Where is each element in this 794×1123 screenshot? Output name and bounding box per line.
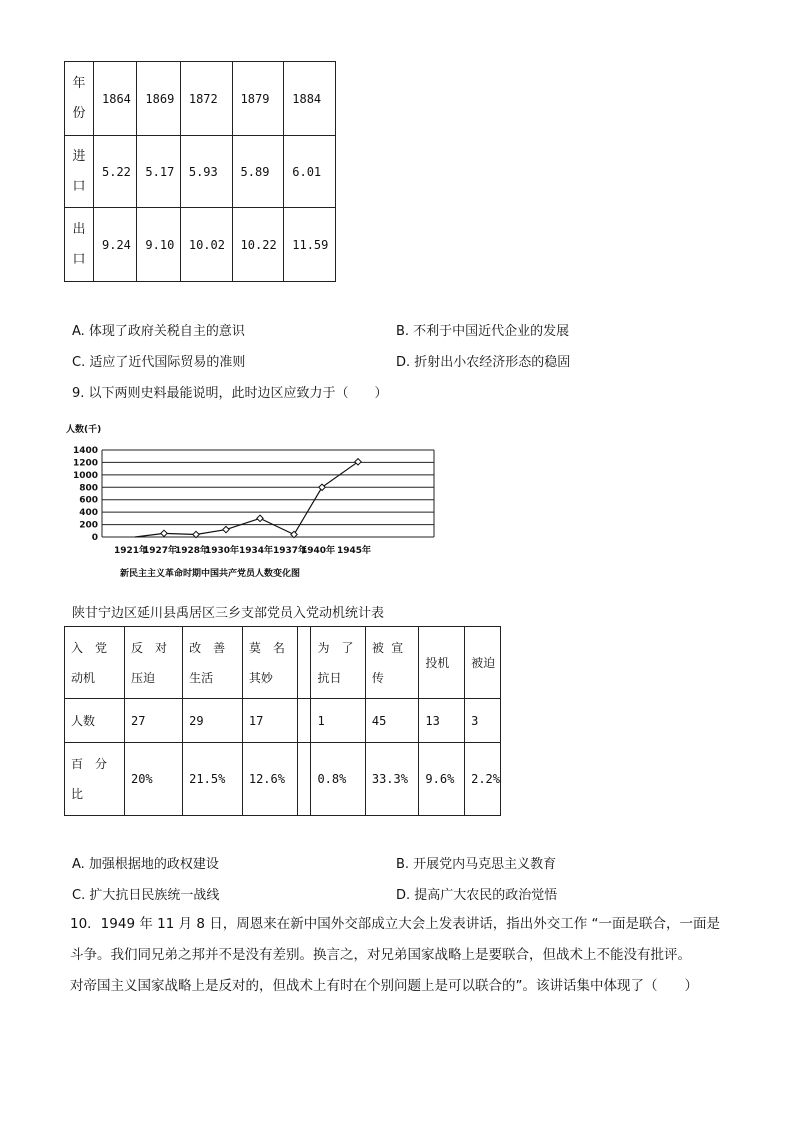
y-tick-label: 600 [79, 495, 98, 506]
count-cell: 1 [311, 699, 365, 743]
chart-title: 新民主主义革命时期中国共产党员人数变化图 [119, 569, 301, 579]
import-cell: 6.01 [284, 136, 336, 208]
y-tick-label: 200 [79, 520, 98, 531]
x-tick-label: 1928年 [174, 546, 210, 556]
header-cell: 反 对 压迫 [124, 627, 182, 699]
count-cell: 3 [465, 699, 501, 743]
header-cell: 改 善 生活 [183, 627, 243, 699]
percent-cell: 21.5% [183, 743, 243, 816]
row-label-percent: 百 分 比 [65, 743, 125, 816]
data-point [257, 515, 263, 521]
year-cell: 1872 [180, 62, 232, 136]
x-tick-label: 1937年 [272, 546, 308, 556]
import-cell: 5.22 [94, 136, 137, 208]
table-row [65, 699, 501, 743]
header-cell: 入 党 动机 [65, 627, 125, 699]
import-cell: 5.89 [232, 136, 284, 208]
q10-stem [70, 909, 730, 1002]
header-cell: 投机 [419, 627, 465, 699]
row-header-import: 进 口 [65, 136, 94, 208]
x-tick-label: 1927年 [142, 546, 178, 556]
header-cell: 为 了 抗日 [311, 627, 365, 699]
y-tick-label: 1200 [72, 458, 98, 469]
export-cell: 9.24 [94, 208, 137, 282]
party-member-chart [60, 420, 440, 582]
percent-cell: 0.8% [311, 743, 365, 816]
percent-cell: 9.6% [419, 743, 465, 816]
year-cell: 1879 [232, 62, 284, 136]
q9-option-d[interactable]: D. 提高广大农民的政治觉悟 [396, 888, 558, 903]
table-row [65, 627, 501, 699]
q10-line: 对帝国主义国家战略上是反对的，但战术上有时在个别问题上是可以联合的”。该讲话集中体现了（ ） [70, 978, 698, 994]
year-cell: 1884 [284, 62, 336, 136]
percent-cell: 12.6% [242, 743, 297, 816]
table-row [65, 743, 501, 816]
header-cell: 被迫 [465, 627, 501, 699]
count-cell: 27 [124, 699, 182, 743]
x-tick-label: 1945年 [336, 546, 372, 556]
percent-cell: 33.3% [365, 743, 419, 816]
x-tick-label: 1921年 [113, 546, 149, 556]
x-tick-label: 1930年 [204, 546, 240, 556]
year-cell: 1864 [94, 62, 137, 136]
import-cell: 5.93 [180, 136, 232, 208]
q9-option-a[interactable]: A. 加强根据地的政权建设 [72, 857, 219, 872]
count-cell: 17 [242, 699, 297, 743]
q9-stem: 9. 以下两则史料最能说明，此时边区应致力于（ ） [72, 386, 388, 401]
q9-option-c[interactable]: C. 扩大抗日民族统一战线 [72, 888, 220, 903]
count-cell: 29 [183, 699, 243, 743]
y-tick-label: 1000 [72, 470, 98, 481]
year-cell: 1869 [137, 62, 180, 136]
data-point [161, 530, 167, 536]
count-cell: 45 [365, 699, 419, 743]
y-tick-label: 800 [79, 483, 98, 494]
count-cell [298, 699, 311, 743]
export-cell: 9.10 [137, 208, 180, 282]
q8-option-b[interactable]: B. 不利于中国近代企业的发展 [396, 324, 570, 339]
q9-option-b[interactable]: B. 开展党内马克思主义教育 [396, 857, 557, 872]
import-cell: 5.17 [137, 136, 180, 208]
header-cell: 被 宣 传 [365, 627, 419, 699]
table2-caption: 陕甘宁边区延川县禹居区三乡支部党员入党动机统计表 [72, 606, 385, 621]
export-cell: 11.59 [284, 208, 336, 282]
header-cell: 莫 名 其妙 [242, 627, 297, 699]
percent-cell [298, 743, 311, 816]
row-header-export: 出 口 [65, 208, 94, 282]
table-row [65, 208, 336, 282]
y-axis-label: 人数(千) [66, 425, 102, 435]
q8-option-d[interactable]: D. 折射出小农经济形态的稳固 [396, 355, 571, 370]
motivation-table [64, 626, 501, 816]
data-point [223, 526, 229, 532]
export-cell: 10.02 [180, 208, 232, 282]
q8-option-a[interactable]: A. 体现了政府关税自主的意识 [72, 324, 245, 339]
y-tick-label: 1400 [72, 446, 98, 456]
header-cell-empty [298, 627, 311, 699]
y-tick-label: 400 [79, 508, 98, 519]
table-row [65, 62, 336, 136]
q10-line: 斗争。我们同兄弟之邦并不是没有差别。换言之，对兄弟国家战略上是要联合，但战术上不能没有批评。 [70, 947, 691, 963]
percent-cell: 20% [124, 743, 182, 816]
count-cell: 13 [419, 699, 465, 743]
x-tick-label: 1940年 [300, 546, 336, 556]
table-row [65, 136, 336, 208]
y-tick-label: 0 [91, 533, 98, 543]
row-label-count: 人数 [65, 699, 125, 743]
percent-cell: 2.2% [465, 743, 501, 816]
trade-table [64, 61, 336, 282]
row-header-year: 年 份 [65, 62, 94, 136]
q8-option-c[interactable]: C. 适应了近代国际贸易的准则 [72, 355, 246, 370]
x-tick-label: 1934年 [238, 546, 274, 556]
q10-line: 10．1949 年 11 月 8 日，周恩来在新中国外交部成立大会上发表讲话，指出外交工作 “一面是联合，一面是 [70, 916, 721, 932]
export-cell: 10.22 [232, 208, 284, 282]
